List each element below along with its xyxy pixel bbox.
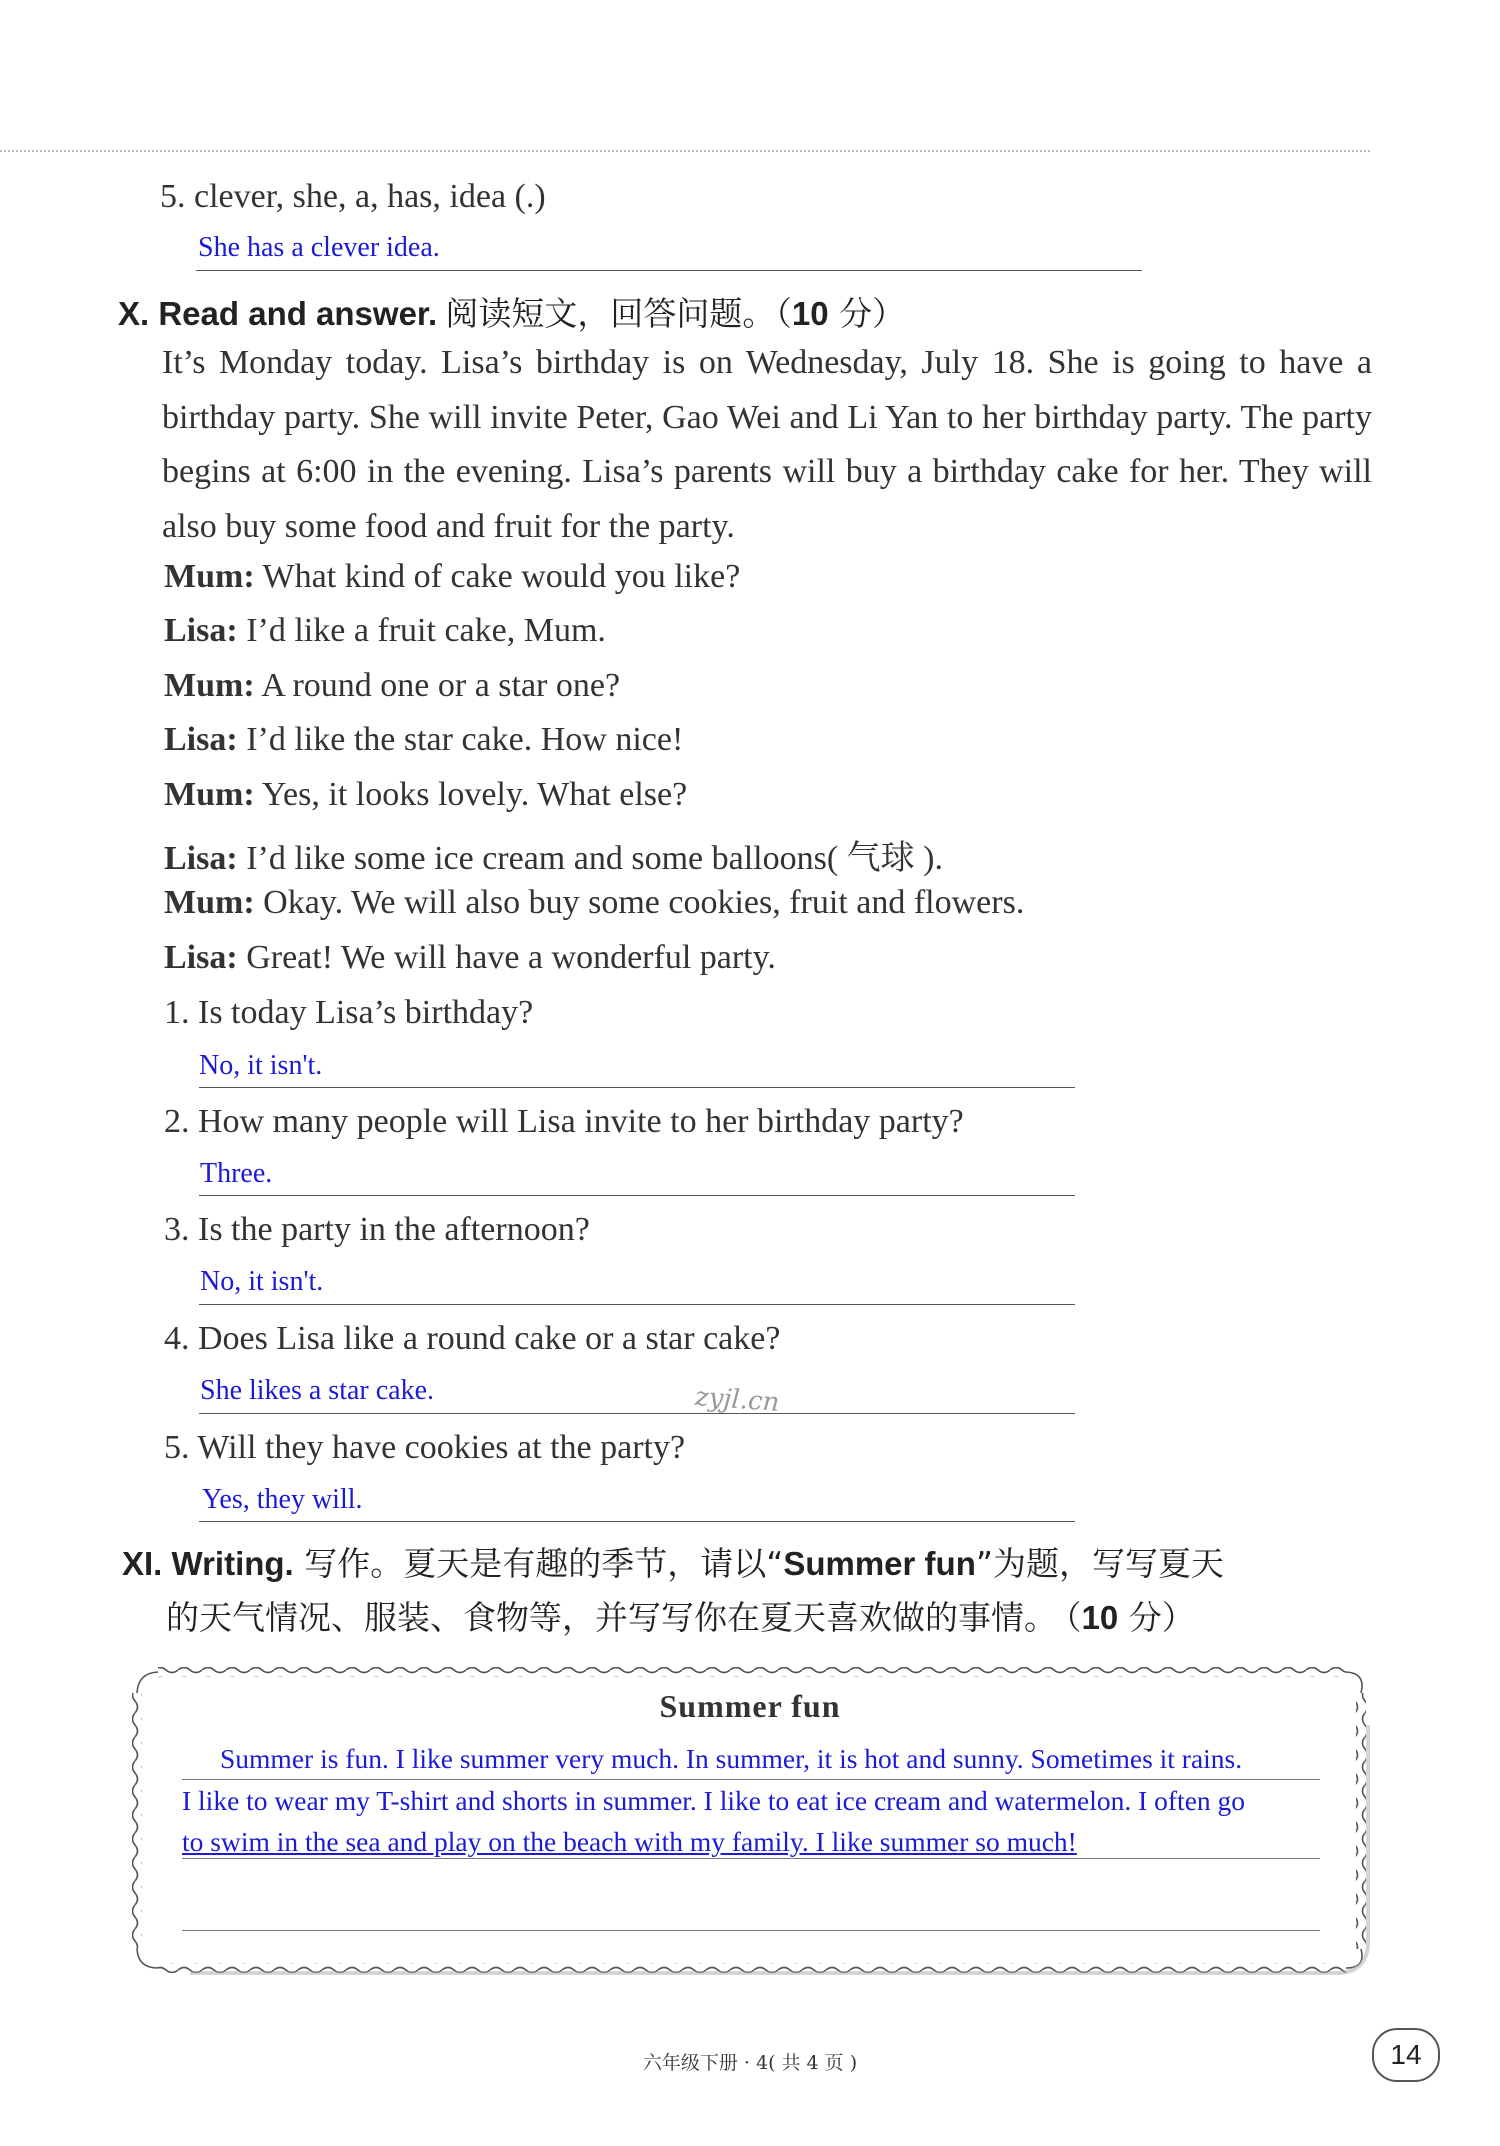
speaker-label: Lisa:	[164, 721, 238, 758]
answer-line	[199, 1304, 1075, 1305]
essay-line: I like to wear my T-shirt and shorts in summer. I like to eat ice cream and watermelon. I often go	[182, 1785, 1246, 1816]
section-xi-title: XI. Writing.	[122, 1545, 294, 1582]
dialogue-text: I’d like the star cake. How nice!	[246, 721, 684, 758]
dialogue-text: What kind of cake would you like?	[262, 558, 741, 595]
section-xi-heading	[122, 1538, 1224, 1585]
question-text: 5. Will they have cookies at the party?	[164, 1429, 686, 1466]
dialogue-line	[164, 612, 606, 650]
answer-line	[196, 270, 1142, 271]
dialogue-line	[164, 721, 683, 759]
essay-title: Summer fun	[659, 1688, 841, 1724]
dialogue-line	[164, 776, 687, 814]
top-dotted-divider	[0, 150, 1370, 152]
points-open: （	[1065, 1598, 1082, 1637]
speaker-label: Lisa:	[164, 612, 238, 649]
answer-line	[199, 1087, 1075, 1088]
section-x-title-cn: 阅读短文，回答问题。	[445, 294, 776, 333]
dialogue-text: I’d like some ice cream and some balloons( 气球 ).	[246, 840, 943, 877]
question-text: 4. Does Lisa like a round cake or a star cake?	[164, 1320, 781, 1357]
essay-line: Summer is fun. I like summer very much. In summer, it is hot and sunny. Sometimes it rains.	[220, 1743, 1243, 1774]
essay-line: to swim in the sea and play on the beach with my family. I like summer so much!	[182, 1826, 1077, 1857]
prev-question-text: 5. clever, she, a, has, idea (.)	[160, 178, 546, 215]
section-x-points: 10	[791, 295, 829, 332]
section-xi-instruction-line2: 的天气情况、服装、食物等，并写写你在夏天喜欢做的事情。	[166, 1598, 1057, 1637]
answer-line	[199, 1195, 1075, 1196]
dialogue-text: Okay. We will also buy some cookies, fruit and flowers.	[263, 884, 1025, 921]
writing-line	[182, 1930, 1320, 1931]
section-xi-instruction: 写作。夏天是有趣的季节，请以“	[293, 1544, 784, 1583]
speaker-label: Mum:	[164, 776, 255, 813]
dialogue-text: A round one or a star one?	[261, 667, 621, 704]
question-answer: Three.	[200, 1158, 273, 1189]
speaker-label: Lisa:	[164, 939, 238, 976]
dialogue-text: Yes, it looks lovely. What else?	[261, 776, 688, 813]
section-xi-points: 10	[1081, 1599, 1119, 1636]
question-text: 1. Is today Lisa’s birthday?	[164, 994, 534, 1031]
page-footer: 六年级下册 · 4( 共 4 页 )	[642, 2052, 858, 2074]
section-xi-topic: Summer fun	[783, 1545, 976, 1582]
speaker-label: Lisa:	[164, 840, 238, 877]
section-xi-heading-line2	[166, 1592, 1195, 1639]
reading-passage: It’s Monday today. Lisa’s birthday is on Wednesday, July 18. She is going to have a birthday party. She will invite Peter, Gao Wei and Li Yan to her birthday party. The party begins at 6:00 in the evening. Lisa’s parents will buy a birthday cake for her. They will also buy some food and fruit for the party.	[162, 344, 1372, 545]
answer-line	[199, 1521, 1075, 1522]
points-close: 分）	[1118, 1598, 1195, 1637]
speaker-label: Mum:	[164, 884, 255, 921]
section-x-title: X. Read and answer.	[118, 295, 438, 332]
question-text: 3. Is the party in the afternoon?	[164, 1211, 590, 1248]
answer-line	[199, 1413, 1075, 1414]
speaker-label: Mum:	[164, 667, 255, 704]
question-answer: Yes, they will.	[202, 1484, 363, 1515]
section-x-heading	[118, 288, 905, 335]
dialogue-line	[164, 939, 776, 977]
question-answer: She likes a star cake.	[200, 1375, 435, 1406]
watermark: zyjl.cn	[694, 1382, 781, 1418]
speaker-label: Mum:	[164, 558, 255, 595]
page-number-badge: 14	[1372, 2028, 1440, 2082]
question-text: 2. How many people will Lisa invite to her birthday party?	[164, 1103, 964, 1140]
question-answer: No, it isn't.	[200, 1266, 324, 1297]
dialogue-line	[164, 558, 740, 596]
prev-question-answer: She has a clever idea.	[198, 232, 440, 263]
dialogue-line	[164, 830, 943, 879]
dialogue-text: I’d like a fruit cake, Mum.	[246, 612, 606, 649]
points-close: 分）	[828, 294, 906, 333]
dialogue-line	[164, 667, 620, 705]
points-open: （	[775, 294, 792, 333]
dialogue-text: Great! We will have a wonderful party.	[246, 939, 776, 976]
dialogue-line	[164, 884, 1024, 922]
question-answer: No, it isn't.	[199, 1050, 323, 1081]
section-xi-instruction-end: ”为题，写写夏天	[975, 1544, 1224, 1583]
